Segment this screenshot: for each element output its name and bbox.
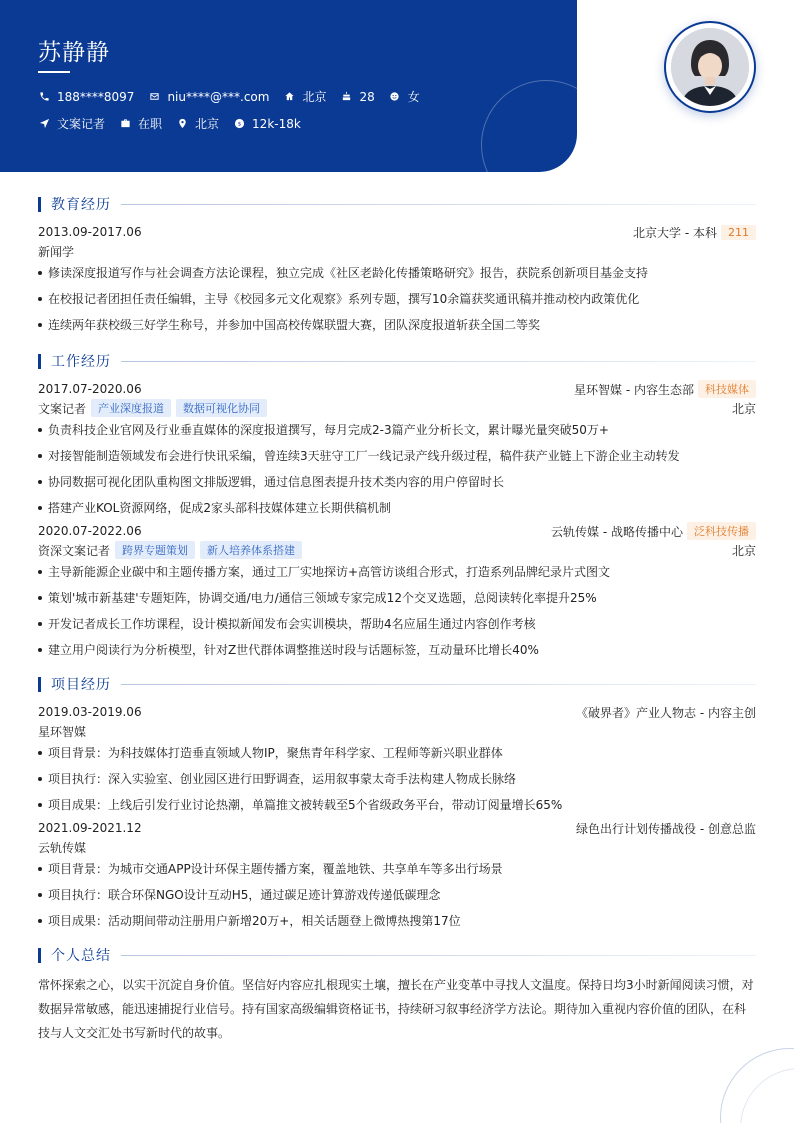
projects-section <box>38 674 756 934</box>
send-icon <box>38 118 50 130</box>
position-info <box>38 115 105 132</box>
gender-value: 女 <box>407 90 420 104</box>
status-info <box>119 115 162 132</box>
skill-tag: 新人培养体系搭建 <box>200 541 302 559</box>
job-company: 云轨传媒 - 战略传播中心 <box>551 524 683 539</box>
decorative-circle <box>481 80 577 172</box>
gender-icon <box>389 91 401 103</box>
email-info <box>148 90 269 104</box>
job-role-group <box>38 541 302 559</box>
home-icon <box>283 91 295 103</box>
section-bar <box>38 677 41 692</box>
project-org: 云轨传媒 <box>38 840 87 855</box>
project-name: 《破界者》产业人物志 - 内容主创 <box>576 705 756 720</box>
job-row <box>38 115 315 132</box>
mail-icon <box>148 91 160 103</box>
candidate-name: 苏静静 <box>38 40 110 66</box>
hometown-info <box>283 88 326 105</box>
list-item: 开发记者成长工作坊课程，设计模拟新闻发布会实训模块，帮助4名应届生通过内容创作考核 <box>38 611 756 637</box>
project-bullets <box>38 856 756 934</box>
education-school: 北京大学 - 本科 <box>633 225 717 240</box>
project-org: 星环智媒 <box>38 724 87 739</box>
list-item: 搭建产业KOL资源网络，促成2家头部科技媒体建立长期供稿机制 <box>38 495 756 521</box>
project-date: 2021.09-2021.12 <box>38 821 142 835</box>
summary-title: 个人总结 <box>51 948 111 964</box>
list-item: 项目背景：为科技媒体打造垂直领域人物IP，聚焦青年科学家、工程师等新兴职业群体 <box>38 740 756 766</box>
work-header <box>38 351 756 371</box>
list-item: 项目背景：为城市交通APP设计环保主题传播方案，覆盖地铁、共享单车等多出行场景 <box>38 856 756 882</box>
work-title: 工作经历 <box>51 354 111 370</box>
education-major: 新闻学 <box>38 244 75 259</box>
list-item: 负责科技企业官网及行业垂直媒体的深度报道撰写，每月完成2-3篇产业分析长文，累计曝光量突破50万+ <box>38 417 756 443</box>
job-row-2 <box>38 521 756 541</box>
education-title: 教育经历 <box>51 197 111 213</box>
section-divider <box>121 204 756 205</box>
education-row <box>38 222 756 242</box>
list-item: 主导新能源企业碳中和主题传播方案，通过工厂实地探访+高管访谈组合形式，打造系列品牌纪录片式图文 <box>38 559 756 585</box>
job-company-group <box>574 380 756 398</box>
phone-icon <box>38 91 50 103</box>
project-row-2 <box>38 818 756 838</box>
salary-value: 12k-18k <box>252 116 301 131</box>
job-role-row <box>38 399 756 417</box>
phone-value: 188****8097 <box>57 89 135 104</box>
job-row-1 <box>38 379 756 399</box>
money-icon <box>233 118 245 130</box>
gender-info <box>389 88 420 105</box>
job-bullets <box>38 559 756 663</box>
header-banner <box>0 0 577 172</box>
education-school-group <box>633 224 756 241</box>
phone-info <box>38 90 134 104</box>
location-icon <box>176 118 188 130</box>
position-value: 文案记者 <box>57 117 106 131</box>
project-name: 绿色出行计划传播战役 - 创意总监 <box>576 821 756 836</box>
email-value: niu****@***.com <box>167 89 270 104</box>
project-bullets <box>38 740 756 818</box>
age-info <box>340 90 374 104</box>
list-item: 项目成果：活动期间带动注册用户新增20万+，相关话题登上微博热搜第17位 <box>38 908 756 934</box>
contact-row <box>38 88 434 105</box>
section-bar <box>38 948 41 963</box>
job-city: 北京 <box>731 543 756 558</box>
education-date: 2013.09-2017.06 <box>38 225 142 239</box>
project-row-1 <box>38 702 756 722</box>
list-item: 修读深度报道写作与社会调查方法论课程，独立完成《社区老龄化传播策略研究》报告，获院系创新项目基金支持 <box>38 260 756 286</box>
job-company-group <box>551 522 756 540</box>
status-value: 在职 <box>138 117 163 131</box>
summary-header <box>38 945 756 965</box>
job-role: 资深文案记者 <box>38 543 111 558</box>
list-item: 项目执行：联合环保NGO设计互动H5，通过碳足迹计算游戏传递低碳理念 <box>38 882 756 908</box>
name-underline <box>38 71 70 73</box>
job-role-row <box>38 541 756 559</box>
job-date: 2017.07-2020.06 <box>38 382 142 396</box>
section-divider <box>121 361 756 362</box>
list-item: 建立用户阅读行为分析模型，针对Z世代群体调整推送时段与话题标签，互动量环比增长40% <box>38 637 756 663</box>
job-bullets <box>38 417 756 521</box>
job-date: 2020.07-2022.06 <box>38 524 142 538</box>
education-section <box>38 194 756 338</box>
education-header <box>38 194 756 214</box>
svg-text:$: $ <box>237 121 241 128</box>
skill-tag: 产业深度报道 <box>91 399 171 417</box>
education-bullets <box>38 260 756 338</box>
cake-icon <box>340 91 352 103</box>
job-role-group <box>38 399 267 417</box>
avatar <box>671 28 749 106</box>
projects-header <box>38 674 756 694</box>
list-item: 项目执行：深入实验室、创业园区进行田野调查，运用叙事蒙太奇手法构建人物成长脉络 <box>38 766 756 792</box>
job-company: 星环智媒 - 内容生态部 <box>574 382 694 397</box>
skill-tag: 数据可视化协同 <box>176 399 267 417</box>
age-value: 28 <box>359 89 375 104</box>
list-item: 对接智能制造领域发布会进行快讯采编，曾连续3天驻守工厂一线记录产线升级过程，稿件获产业链上下游企业主动转发 <box>38 443 756 469</box>
city-info <box>176 115 219 132</box>
avatar-frame <box>664 21 756 113</box>
section-divider <box>121 955 756 956</box>
skill-tag: 跨界专题策划 <box>115 541 195 559</box>
job-city: 北京 <box>731 401 756 416</box>
project-date: 2019.03-2019.06 <box>38 705 142 719</box>
company-tag: 科技媒体 <box>698 380 756 398</box>
summary-text: 常怀探索之心，以实干沉淀自身价值。坚信好内容应扎根现实土壤，擅长在产业变革中寻找人文温度。保持日均3小时新闻阅读习惯，对数据异常敏感，能迅速捕捉行业信号。持有国家高级编辑资格证书，持续研习叙事经济学方法论。期待加入重视内容价值的团队，在科技与人文交汇处书写新时代的故事。 <box>38 978 754 1040</box>
projects-title: 项目经历 <box>51 677 111 693</box>
school-tag: 211 <box>721 225 756 240</box>
section-bar <box>38 197 41 212</box>
list-item: 在校报记者团担任责任编辑，主导《校园多元文化观察》系列专题，撰写10余篇获奖通讯稿并推动校内政策优化 <box>38 286 756 312</box>
briefcase-icon <box>119 118 131 130</box>
list-item: 连续两年获校级三好学生称号，并参加中国高校传媒联盟大赛，团队深度报道斩获全国二等奖 <box>38 312 756 338</box>
salary-info <box>233 117 301 131</box>
summary-section <box>38 945 756 1045</box>
job-role: 文案记者 <box>38 401 87 416</box>
list-item: 协同数据可视化团队重构图文排版逻辑，通过信息图表提升技术类内容的用户停留时长 <box>38 469 756 495</box>
city-value: 北京 <box>195 117 220 131</box>
list-item: 策划'城市新基建'专题矩阵，协调交通/电力/通信三领域专家完成12个交叉选题，总阅读转化率提升25% <box>38 585 756 611</box>
work-section <box>38 351 756 663</box>
section-divider <box>121 684 756 685</box>
hometown-value: 北京 <box>302 90 327 104</box>
section-bar <box>38 354 41 369</box>
list-item: 项目成果：上线后引发行业讨论热潮，单篇推文被转载至5个省级政务平台，带动订阅量增长65% <box>38 792 756 818</box>
company-tag: 泛科技传播 <box>687 522 756 540</box>
